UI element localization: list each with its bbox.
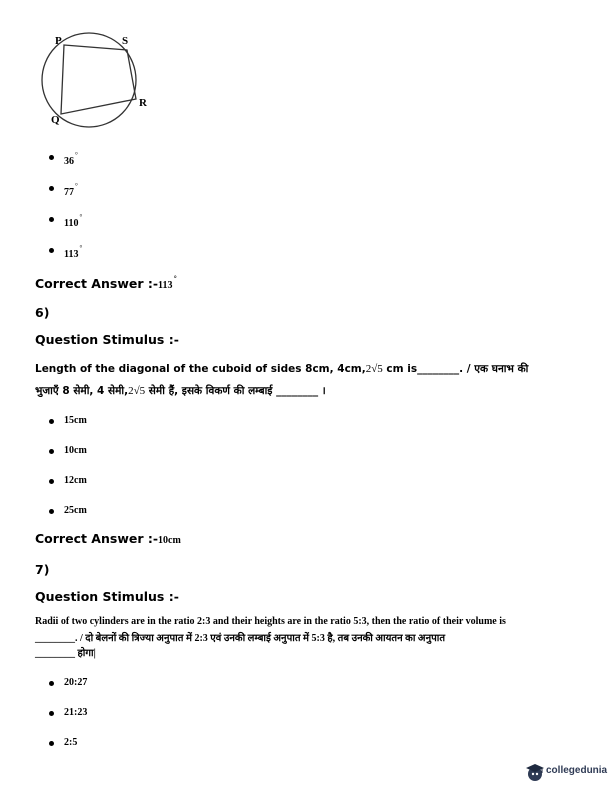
option-text: 77 — [64, 187, 74, 198]
q7-number: 7) — [35, 562, 50, 577]
bullet — [49, 155, 54, 160]
label-p: P — [55, 35, 62, 47]
q7-option-3[interactable]: 2:5 — [64, 737, 78, 748]
brand-name: collegedunia — [546, 765, 608, 776]
graduation-cap-icon — [524, 761, 546, 783]
sqrt-expression: 2√5 — [128, 385, 146, 397]
degree-symbol: ° — [173, 275, 177, 283]
q7-stimulus-heading: Question Stimulus :- — [35, 589, 179, 604]
bullet — [49, 248, 54, 253]
bullet — [49, 479, 54, 484]
q7-stimulus-line3: ________ होगा| — [35, 648, 96, 659]
q6-option-4[interactable]: 25cm — [64, 505, 87, 516]
stimulus-hindi: भुजाएँ 8 सेमी, 4 सेमी, — [35, 385, 129, 397]
option-text: 113 — [64, 249, 79, 260]
collegedunia-logo — [524, 761, 610, 785]
degree-symbol: ° — [79, 244, 83, 252]
q6-option-3[interactable]: 12cm — [64, 475, 87, 486]
q5-correct-answer — [35, 275, 177, 291]
bullet — [49, 509, 54, 514]
sqrt-expression: 2√5 — [365, 363, 383, 375]
bullet — [49, 681, 54, 686]
label-s: S — [122, 35, 129, 47]
q7-option-1[interactable]: 20:27 — [64, 677, 88, 688]
bullet — [49, 186, 54, 191]
stimulus-text: Length of the diagonal of the cuboid of sides 8cm, 4cm, — [35, 363, 366, 375]
q6-option-1[interactable]: 15cm — [64, 415, 87, 426]
degree-symbol: ° — [79, 213, 83, 221]
q6-stimulus-line1 — [35, 362, 528, 376]
q6-stimulus-line2 — [35, 384, 326, 398]
bullet — [49, 217, 54, 222]
stimulus-hindi: सेमी हैं, इसके विकर्ण की लम्बाई ________ । — [145, 385, 326, 397]
stimulus-hindi: एक घनाभ की — [474, 363, 529, 375]
q7-stimulus-line2: ________. / दो बेलनों की त्रिज्या अनुपात में 2:3 एवं उनकी लम्बाई अनुपात में 5:3 है, तब उनकी आयतन का अनुपात — [35, 633, 446, 644]
correct-answer-label: Correct Answer :- — [35, 531, 159, 546]
degree-symbol: ° — [75, 151, 78, 159]
option-text: 110 — [64, 218, 79, 229]
correct-answer-value: 113 — [158, 280, 173, 291]
q6-correct-answer — [35, 531, 181, 546]
q6-number: 6) — [35, 305, 50, 320]
bullet — [49, 419, 54, 424]
quadrilateral-pqrs — [61, 45, 136, 114]
cyclic-quadrilateral-figure — [30, 28, 160, 128]
correct-answer-label: Correct Answer :- — [35, 276, 159, 291]
stimulus-text: cm is________. / — [382, 363, 475, 375]
q5-option-2[interactable] — [64, 182, 78, 198]
label-q: Q — [51, 114, 60, 126]
correct-answer-value: 10cm — [158, 535, 181, 546]
bullet — [49, 449, 54, 454]
q7-option-2[interactable]: 21:23 — [64, 707, 88, 718]
q5-option-3[interactable] — [64, 213, 82, 229]
q5-option-4[interactable] — [64, 244, 82, 260]
q6-option-2[interactable]: 10cm — [64, 445, 87, 456]
label-r: R — [139, 97, 147, 109]
degree-symbol: ° — [75, 182, 78, 190]
bullet — [49, 711, 54, 716]
q5-option-1[interactable] — [64, 151, 78, 167]
q7-stimulus-line1: Radii of two cylinders are in the ratio 2:3 and their heights are in the ratio 5:3, then the ratio of their volume is — [35, 616, 506, 627]
option-text: 36 — [64, 156, 74, 167]
q6-stimulus-heading: Question Stimulus :- — [35, 332, 179, 347]
bullet — [49, 741, 54, 746]
